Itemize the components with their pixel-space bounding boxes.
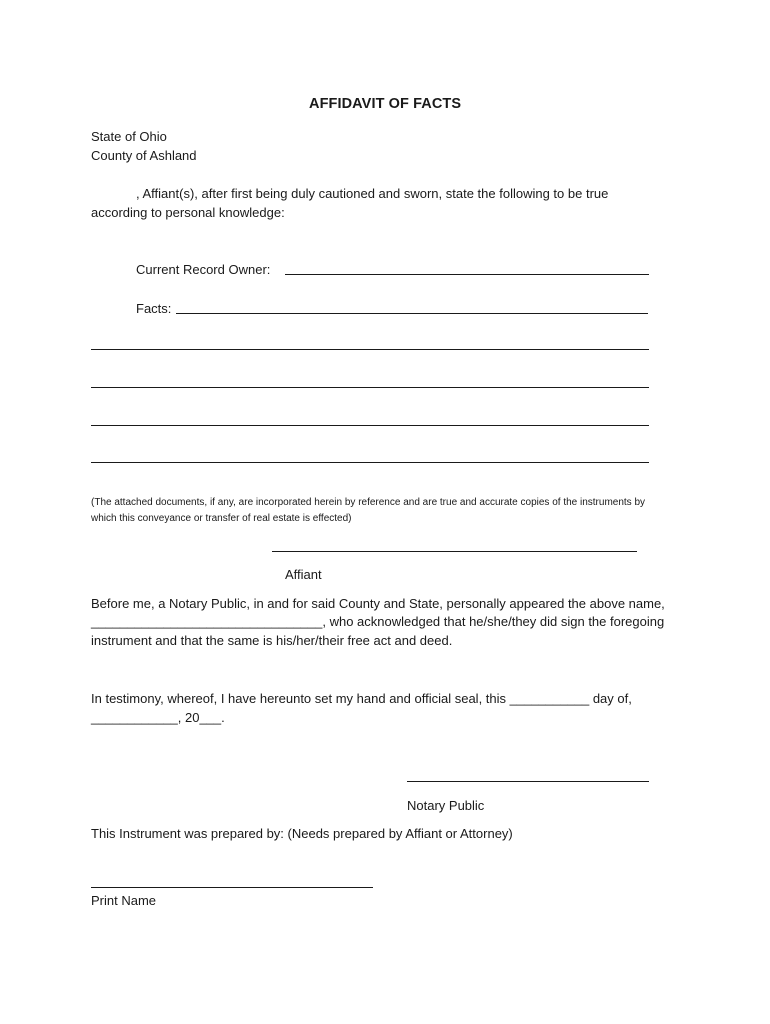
intro-line-2: according to personal knowledge:	[91, 205, 285, 220]
testimony-date-line[interactable]: ____________, 20___.	[91, 710, 225, 725]
current-record-owner-line[interactable]	[285, 274, 649, 275]
prepared-by-line: This Instrument was prepared by: (Needs prepared by Affiant or Attorney)	[91, 826, 513, 841]
facts-line[interactable]	[176, 313, 648, 314]
state-line: State of Ohio	[91, 129, 167, 144]
affiant-label: Affiant	[285, 567, 322, 582]
notary-paragraph-line-1: Before me, a Notary Public, in and for said County and State, personally appeared the above name,	[91, 596, 665, 611]
intro-line-1: , Affiant(s), after first being duly cautioned and sworn, state the following to be true	[136, 186, 609, 201]
facts-continuation-line[interactable]	[91, 425, 649, 426]
print-name-line[interactable]	[91, 887, 373, 888]
testimony-text: In testimony, whereof, I have hereunto set my hand and official seal, this	[91, 691, 507, 706]
notary-paragraph-line-3: instrument and that the same is his/her/their free act and deed.	[91, 633, 453, 648]
incorporation-note-line-2: which this conveyance or transfer of real estate is effected)	[91, 513, 352, 524]
facts-label: Facts:	[136, 301, 172, 316]
notary-paragraph-line-2	[91, 613, 664, 631]
notary-paragraph-line-2-text: , who acknowledged that he/she/they did sign the foregoing	[322, 614, 665, 629]
day-blank[interactable]: ___________	[509, 691, 590, 706]
current-record-owner-label: Current Record Owner:	[136, 262, 271, 277]
notary-signature-line[interactable]	[407, 781, 649, 782]
appeared-name-blank[interactable]: ________________________________	[91, 614, 323, 629]
notary-public-label: Notary Public	[407, 798, 485, 813]
county-line: County of Ashland	[91, 148, 197, 163]
day-of-text: day of,	[592, 691, 632, 706]
print-name-label: Print Name	[91, 893, 157, 908]
incorporation-note-line-1: (The attached documents, if any, are incorporated herein by reference and are true and accurate copies of the instruments by	[91, 497, 646, 508]
facts-continuation-line[interactable]	[91, 462, 649, 463]
affiant-signature-line[interactable]	[272, 551, 637, 552]
document-title: AFFIDAVIT OF FACTS	[309, 96, 462, 112]
facts-continuation-line[interactable]	[91, 349, 649, 350]
testimony-line-1	[91, 690, 632, 708]
facts-continuation-line[interactable]	[91, 387, 649, 388]
